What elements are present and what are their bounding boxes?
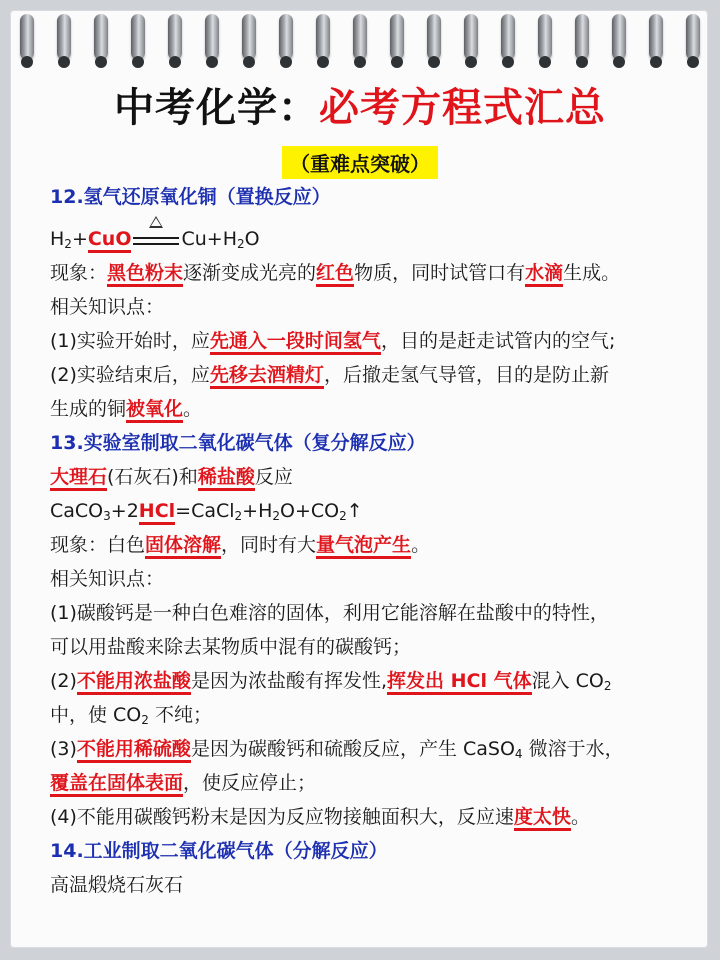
phenomenon-12: 现象：黑色粉末逐渐变成光亮的红色物质，同时试管口有水滴生成。 [50,256,680,290]
content-body [50,180,680,902]
phenomenon-13: 现象：白色固体溶解，同时有大量气泡产生。 [50,528,680,562]
binding-ring [205,14,219,60]
binding-ring [686,14,700,60]
heating-condition-icon [133,230,179,250]
binding-ring [168,14,182,60]
point-12-2-cont: 生成的铜被氧化。 [50,392,680,426]
section-14-line: 高温煅烧石灰石 [50,874,184,896]
binding-ring [464,14,478,60]
point-13-2: (2)不能用浓盐酸是因为浓盐酸有挥发性,挥发出 HCl 气体混入 $CO_2$ [50,670,612,693]
point-13-4: (4)不能用碳酸钙粉末是因为反应物接触面积大，反应速度太快。 [50,800,680,834]
binding-ring [353,14,367,60]
section-13-heading: 13.实验室制取二氧化碳气体（复分解反应） [50,432,426,454]
spiral-binding [20,14,700,74]
binding-ring [501,14,515,60]
binding-ring [390,14,404,60]
equation-12: $H_2+CuO$ $Cu+H_2O$ [50,222,680,256]
binding-ring [242,14,256,60]
point-13-1: (1)碳酸钙是一种白色难溶的固体，利用它能溶解在盐酸中的特性， [50,602,609,624]
point-13-3: (3)不能用稀硫酸是因为碳酸钙和硫酸反应，产生 CaSO$_4$ 微溶于水， [50,738,624,761]
knowledge-label-13: 相关知识点： [50,568,165,590]
point-13-2-cont: 中，使 $CO_2$ 不纯； [50,704,212,727]
section-14-heading: 14.工业制取二氧化碳气体（分解反应） [50,840,388,862]
binding-ring [20,14,34,60]
binding-ring [94,14,108,60]
section-12-heading: 12.氢气还原氧化铜（置换反应） [50,186,331,208]
binding-ring [612,14,626,60]
point-12-2: (2)实验结束后，应先移去酒精灯，后撤走氢气导管，目的是防止新 [50,358,680,392]
knowledge-label-12: 相关知识点： [50,296,165,318]
point-12-1: (1)实验开始时，应先通入一段时间氢气，目的是赶走试管内的空气; [50,324,680,358]
binding-ring [57,14,71,60]
binding-ring [316,14,330,60]
highlight-cuo: CuO [88,228,132,253]
reactants-13: 大理石(石灰石)和稀盐酸反应 [50,460,680,494]
point-13-1-cont: 可以用盐酸来除去某物质中混有的碳酸钙； [50,636,412,658]
binding-ring [575,14,589,60]
equation-13: $CaCO_3+2HCl=CaCl_2+H_2O+CO_2↑$ [50,500,363,523]
binding-ring [538,14,552,60]
binding-ring [649,14,663,60]
page-subtitle: （重难点突破） [282,146,438,179]
binding-ring [279,14,293,60]
binding-ring [427,14,441,60]
point-13-3-cont: 覆盖在固体表面，使反应停止； [50,766,680,800]
binding-ring [131,14,145,60]
page-title: 中考化学：必考方程式汇总 [114,85,606,131]
